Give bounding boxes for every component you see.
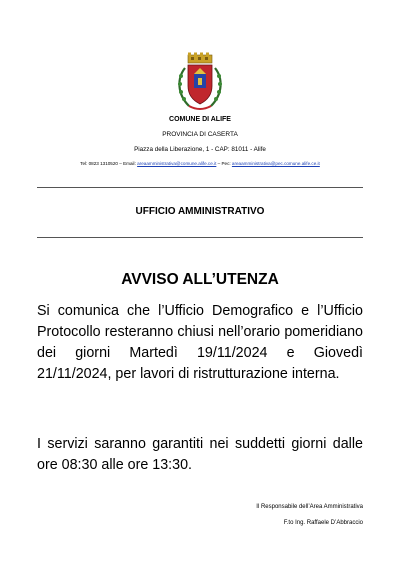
- notice-paragraph-2: I servizi saranno garantiti nei suddetti giorni dalle ore 08:30 alle ore 13:30.: [37, 436, 363, 473]
- notice-title: AVVISO ALL’UTENZA: [121, 271, 279, 288]
- divider-bottom: [37, 237, 363, 238]
- pec-link[interactable]: areaamministrativa@pec.comune.alife.ce.it: [231, 161, 320, 166]
- municipality-address: Piazza della Liberazione, 1 - CAP: 81011 - Alife: [134, 146, 266, 153]
- signature-name: F.to Ing. Raffaele D’Abbraccio: [283, 520, 363, 526]
- contact-line: [0, 161, 400, 166]
- notice-paragraph-1: Si comunica che l’Ufficio Demografico e l’Ufficio Protocollo resteranno chiusi nell’orario pomeridiano dei giorni Martedì 19/11/2024 e Giovedì 21/11/2024, per lavori di ristrutturazione interna.: [37, 303, 363, 382]
- divider-top: [37, 187, 363, 188]
- phone-label: Tel: 0823 1310520 – Email:: [80, 161, 138, 166]
- signature-role: Il Responsabile dell’Area Amministrativa: [256, 504, 363, 510]
- pec-label: – Pec:: [216, 161, 232, 166]
- office-title: UFFICIO AMMINISTRATIVO: [135, 206, 265, 217]
- municipal-coat-of-arms-icon: [175, 52, 225, 112]
- province-name: PROVINCIA DI CASERTA: [162, 131, 238, 138]
- municipality-name: COMUNE DI ALIFE: [169, 116, 231, 123]
- email-link[interactable]: areaamministrativa@comune.alife.ce.it: [137, 161, 217, 166]
